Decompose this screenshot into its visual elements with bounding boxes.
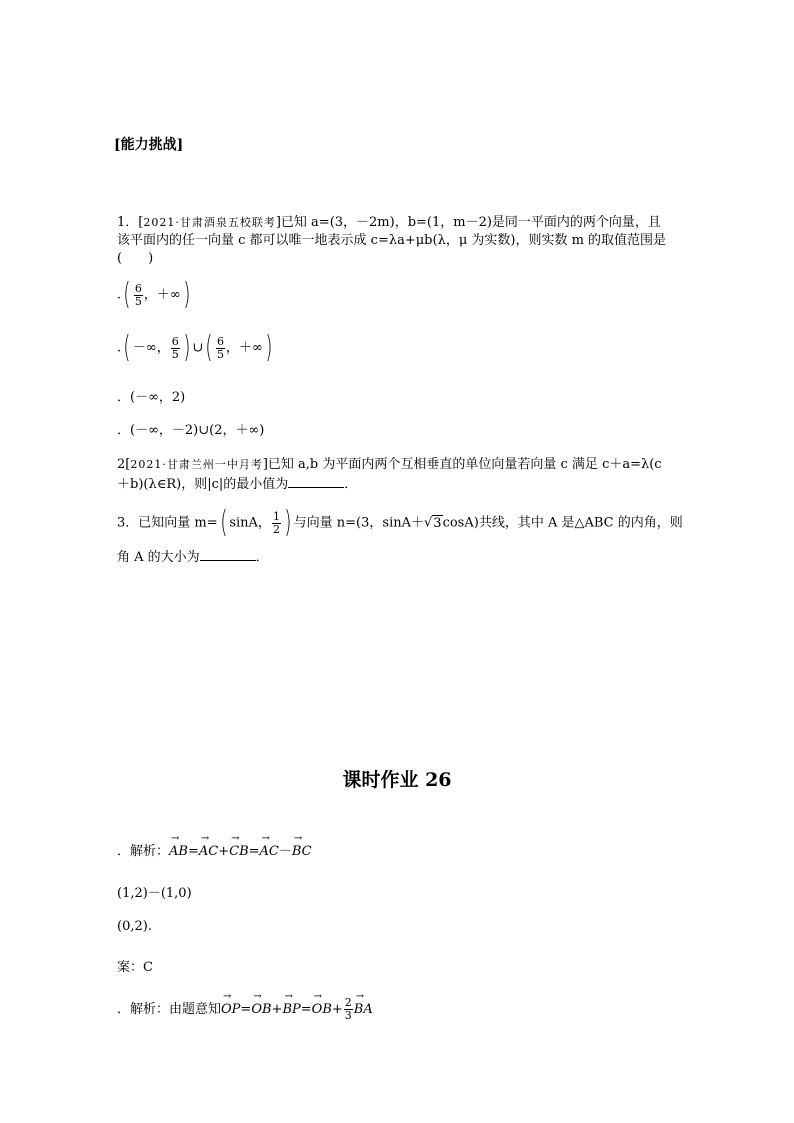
ans2-fraction: $\frac{2}{3}$ xyxy=(344,996,352,1022)
q1-optB-fraction-1: $\frac{6}{5}$ xyxy=(171,334,179,361)
section-heading: [能力挑战] xyxy=(114,137,184,153)
q1-line2: 该平面内的任一向量 c 都可以唯一地表示成 c=λa+μb(λ，μ 为实数)，则实数 m 的取值范围是 xyxy=(117,233,667,248)
q2-line2 xyxy=(117,473,357,492)
ans1-line4: 案：C xyxy=(117,960,153,975)
ans1-line2: (1,2)－(1,0) xyxy=(117,886,192,901)
q1-optA-tail: ，＋∞ xyxy=(143,287,181,303)
q2-prefix: 2[ xyxy=(117,457,131,472)
q3-line1-b: 与向量 n=(3，sinA＋ xyxy=(293,515,424,531)
q3-line2 xyxy=(117,546,269,565)
q1-prefix: 1．[ xyxy=(117,215,144,230)
q3-line1-a: 3．已知向量 m= xyxy=(117,515,218,531)
q1-line1 xyxy=(117,211,661,230)
q3-sin-a: sinA， xyxy=(229,515,271,531)
ans1-line3: (0,2). xyxy=(117,919,152,934)
q1-optB-head: －∞， xyxy=(132,340,170,356)
q3-answer-blank[interactable] xyxy=(200,548,256,561)
q1-optB-tail: ，＋∞ xyxy=(226,340,263,356)
q1-optB-union: ∪ xyxy=(192,340,204,356)
q1-option-b: .( －∞， $\frac{6}{5}$ ) ∪( $\frac{6}{5}$ ，＋∞) xyxy=(117,330,273,365)
q3-sqrt: 3 xyxy=(433,515,442,531)
q3-line2-end: ． xyxy=(255,550,269,565)
q1-optB-fraction-2: $\frac{6}{5}$ xyxy=(217,334,225,361)
q1-source: 2021·甘肃酒泉五校联考 xyxy=(143,216,276,229)
q3-line1: 3．已知向量 m=( sinA， $\frac{1}{2}$ ) 与向量 n=(3，sinA＋√3cosA)共线，其中 A 是△ABC 的内角，则 xyxy=(117,505,683,540)
ans2-lead: ．解析：由题意知 xyxy=(117,1002,222,1017)
q2-line2-end: ． xyxy=(344,477,358,492)
q1-line3: ( ) xyxy=(117,251,154,266)
q1-option-a: .( $\frac{6}{5}$ ，＋∞) xyxy=(117,277,191,312)
q3-line1-c: cosA)共线，其中 A 是△ABC 的内角，则 xyxy=(442,515,683,531)
q1-option-d: ．(－∞，－2)∪(2，＋∞) xyxy=(117,423,265,438)
q2-answer-blank[interactable] xyxy=(288,475,344,488)
ans1-line1: ．解析：→ AB=→ AC+→ CB=→ AC－→ BC xyxy=(117,840,312,859)
q1-optA-fraction: $\frac{6}{5}$ xyxy=(134,281,142,308)
ans1-lead: ．解析： xyxy=(117,844,170,859)
q1-line1-text: ]已知 a=(3，－2m)，b=(1，m－2)是同一平面内的两个向量，且 xyxy=(275,215,661,230)
page-title: 课时作业 26 xyxy=(342,769,452,791)
q2-line1 xyxy=(117,453,662,472)
q2-line1-text: ]已知 a,b 为平面内两个互相垂直的单位向量若向量 c 满足 c＋a=λ(c xyxy=(262,457,662,472)
q1-option-c: ．(－∞，2) xyxy=(117,390,186,405)
ans2-line1: ．解析：由题意知→ OP=→ OB+→ BP=→ OB+ $\frac{2}{3}$ → BA xyxy=(117,997,373,1022)
q3-fraction: $\frac{1}{2}$ xyxy=(272,509,280,536)
q3-line2-text: 角 A 的大小为 xyxy=(117,550,200,565)
q2-line2-text: ＋b)(λ∈R)，则|c|的最小值为 xyxy=(117,477,289,492)
q2-source: 2021·甘肃兰州一中月考 xyxy=(130,458,263,471)
